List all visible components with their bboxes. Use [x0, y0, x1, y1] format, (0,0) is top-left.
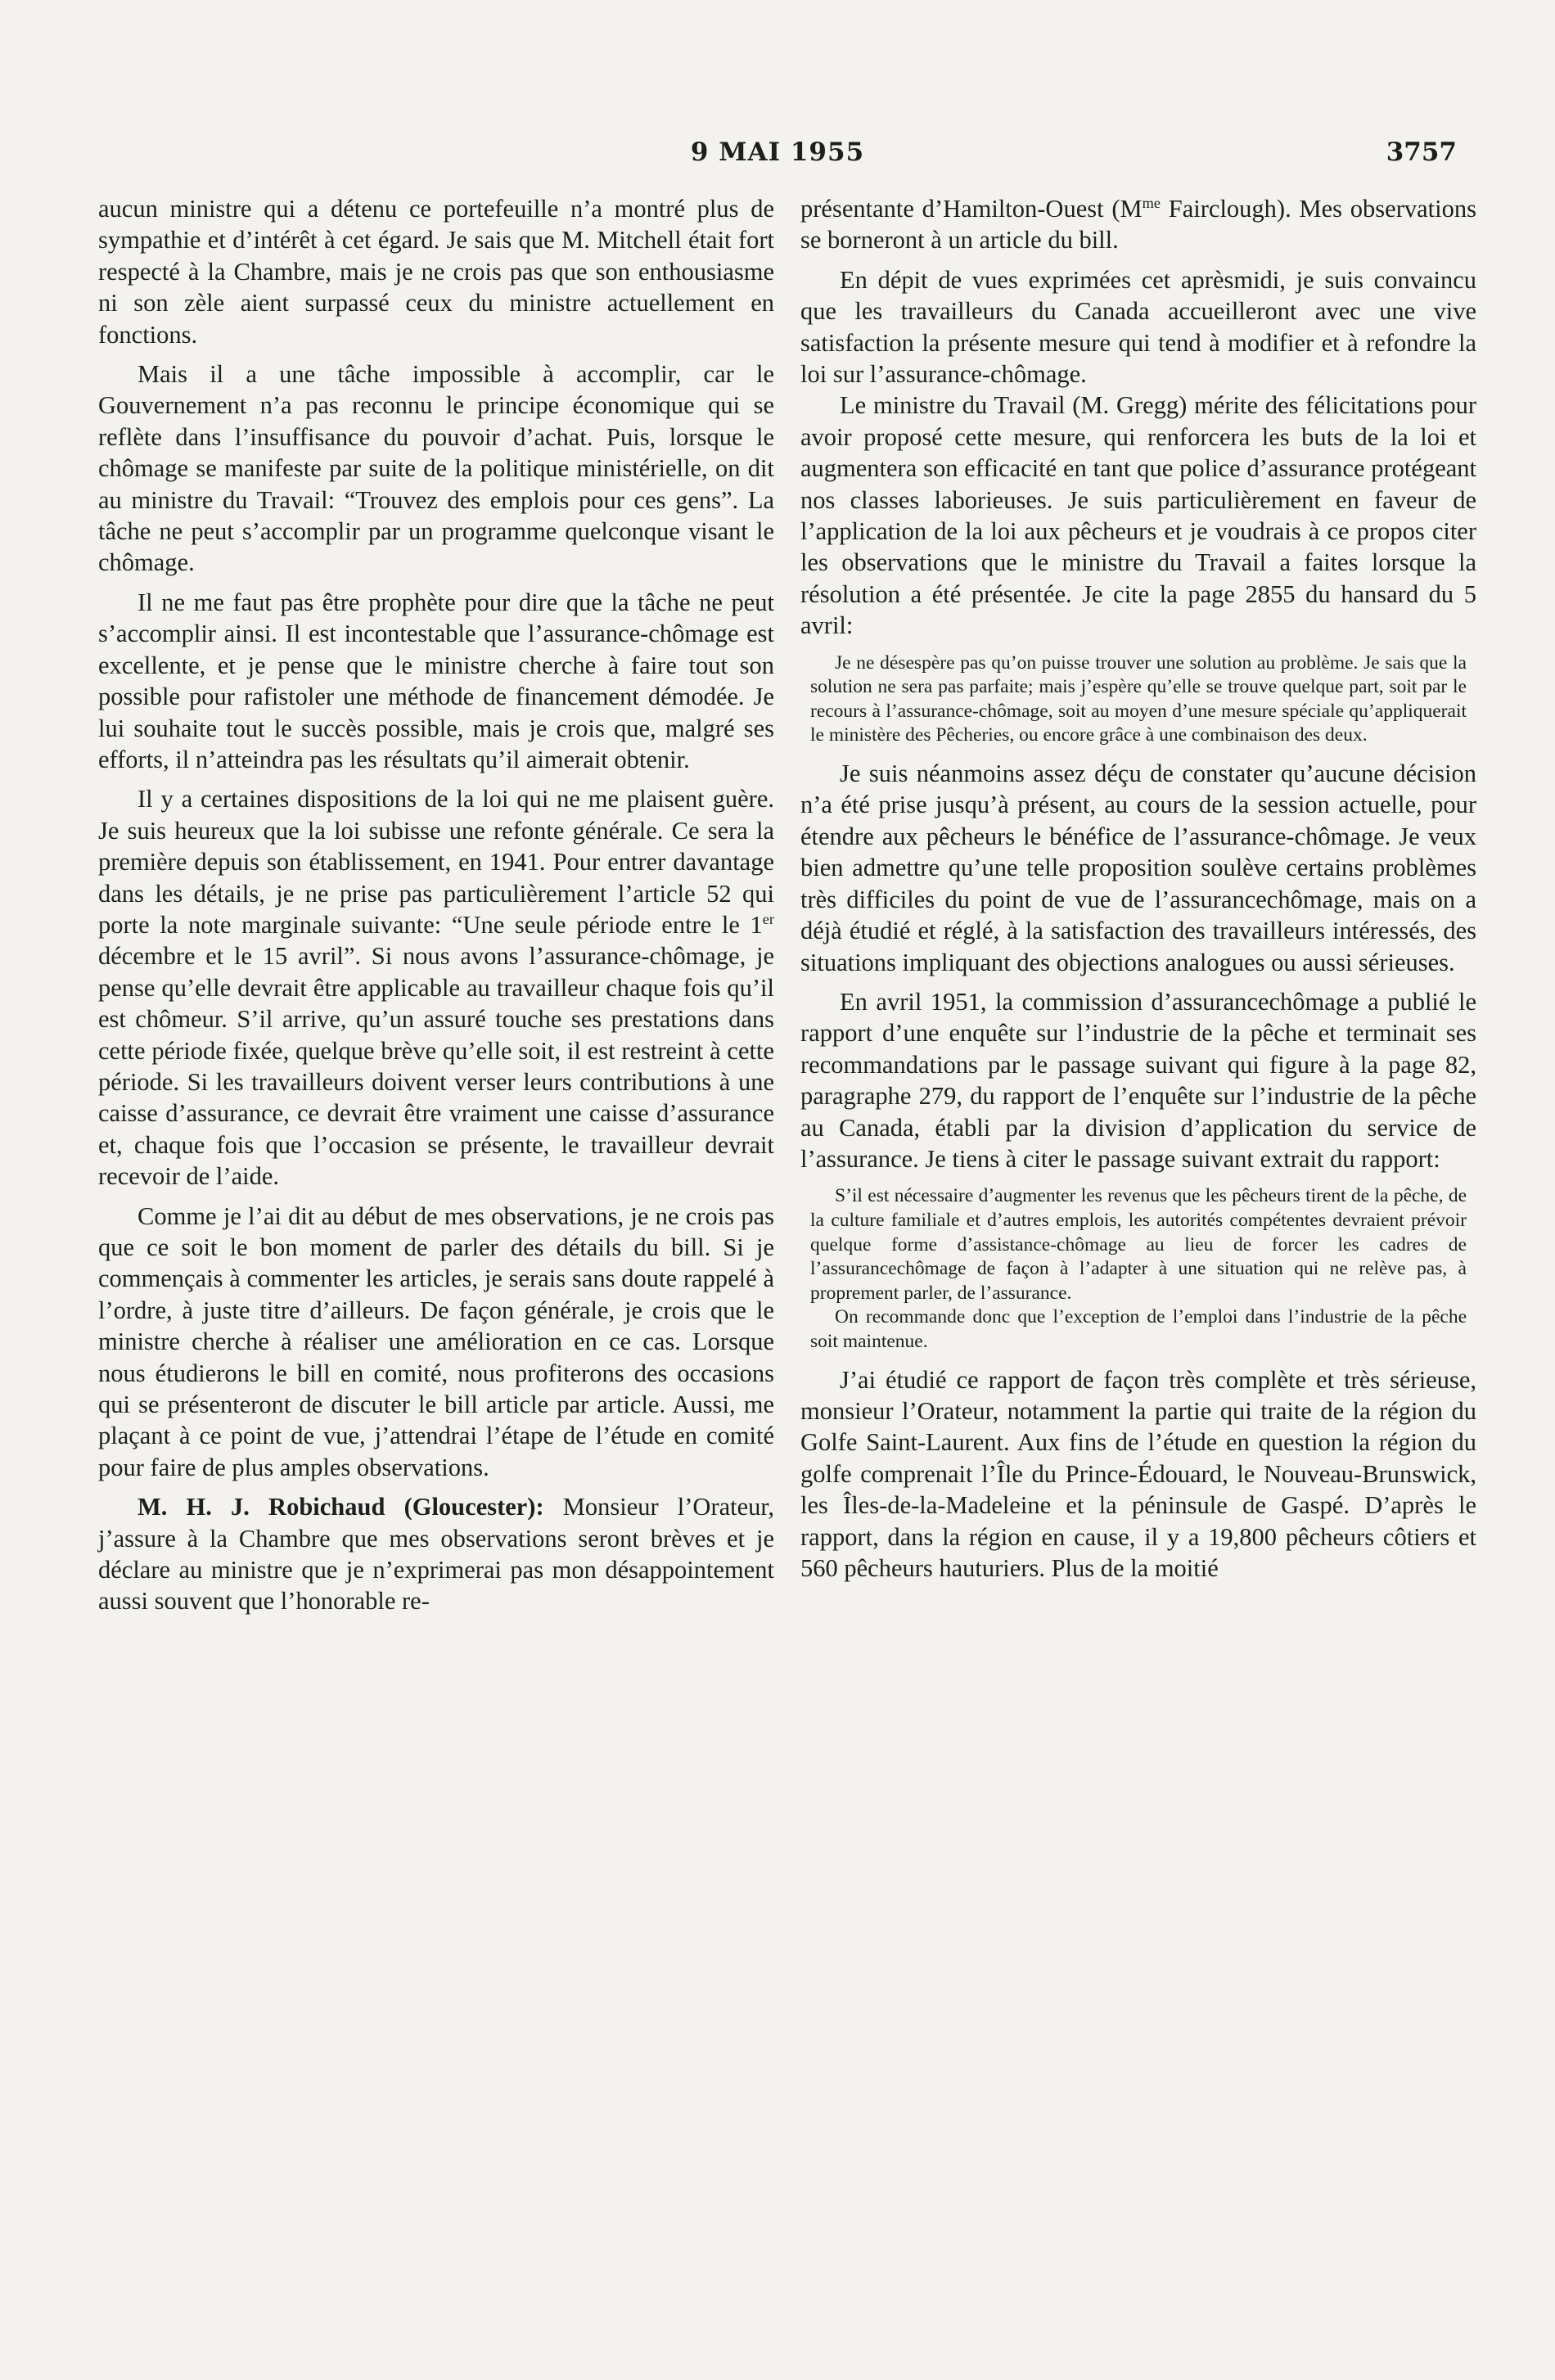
paragraph: En dépit de vues exprimées cet aprèsmidi, je suis convaincu que les travailleurs du Canada accueilleront avec une vive satisfaction la présente mesure qui tend à modifier et à refondre la loi sur l’assurance-chômage. [800, 265, 1476, 389]
header-date: 9 MAI 1955 [690, 137, 865, 167]
block-quote [800, 651, 1476, 748]
quote-text: Je ne désespère pas qu’on puisse trouver une solution au problème. Je sais que la solution ne sera pas parfaite; mais j’espère qu’elle se trouve quelque part, soit par le recours à l’assurance-chômage, soit au moyen d’une mesure spéciale qu’appliquerait le ministère des Pêcheries, ou encore grâce à une combinaison des deux. [810, 651, 1467, 746]
paragraph: Le ministre du Travail (M. Gregg) mérite des félicitations pour avoir proposé cette mesure, qui renforcera les buts de la loi et augmentera son efficacité en tant que police d’assurance protégeant nos classes laborieuses. Je suis particulièrement en faveur de l’application de la loi aux pêcheurs et je voudrais à ce propos citer les observations que le ministre du Travail a faites lorsque la résolution a été présentée. Je cite la page 2855 du hansard du 5 avril: [800, 391, 1476, 640]
page-number: 3757 [1386, 137, 1457, 167]
paragraph: Comme je l’ai dit au début de mes observations, je ne crois pas que ce soit le bon moment de parler des détails du bill. Si je commençais à commenter les articles, je serais sans doute rappelé à l’ordre, à juste titre d’ailleurs. De façon générale, je crois que le ministre cherche à réaliser une amélioration en ce cas. Lorsque nous étudierons le bill en comité, nous profiterons des occasions qui se présenteront de discuter le bill article par article. Aussi, me plaçant à ce point de vue, j’attendrai l’étape de l’étude en comité pour faire de plus amples observations. [98, 1201, 774, 1481]
paragraph [800, 193, 1476, 256]
paragraph: J’ai étudié ce rapport de façon très complète et très sérieuse, monsieur l’Orateur, notamment la partie qui traite de la région du Golfe Saint-Laurent. Aux fins de l’étude en question la région du golfe comprenait l’Île du Prince-Édouard, le Nouveau-Brunswick, les Îles-de-la-Madeleine et la péninsule de Gaspé. D’après le rapport, dans la région en cause, il y a 19,800 pêcheurs côtiers et 560 pêcheurs hauturiers. Plus de la moitié [800, 1365, 1476, 1582]
paragraph-text: Il y a certaines dispositions de la loi qui ne me plaisent guère. Je suis heureux que la loi subisse une refonte générale. Ce sera la première depuis son établissement, en 1941. Pour entrer davantage dans les détails, je ne prise pas particulièrement l’article 52 qui porte la note marginale suivante: “Une seule période entre le 1 [98, 785, 774, 939]
quote-text: On recommande donc que l’exception de l’emploi dans l’industrie de la pêche soit maintenue. [810, 1306, 1467, 1352]
paragraph-text: présentante d’Hamilton-Ouest (M [800, 195, 1143, 223]
superscript: me [1142, 194, 1161, 211]
quote-text: S’il est nécessaire d’augmenter les revenus que les pêcheurs tirent de la pêche, de la culture familiale et d’autres emplois, les autorités compétentes devraient prévoir quelque forme d’assistance-chômage au lieu de forcer les cadres de l’assurancechômage de façon à l’adapter à une situation qui ne relève pas, à proprement parler, de l’assurance. [810, 1185, 1467, 1304]
paragraph [98, 783, 774, 1192]
page-header [98, 137, 1457, 178]
paragraph: En avril 1951, la commission d’assurancechômage a publié le rapport d’une enquête sur l’industrie de la pêche et terminait ses recommandations par le passage suivant qui figure à la page 82, paragraphe 279, du rapport de l’enquête sur l’industrie de la pêche au Canada, établi par la division d’application du service de l’assurance. Je tiens à citer le passage suivant extrait du rapport: [800, 987, 1476, 1173]
paragraph: Il ne me faut pas être prophète pour dire que la tâche ne peut s’accomplir ainsi. Il est incontestable que l’assurance-chômage est excellente, et je pense que le ministre cherche à faire tout son possible pour rafistoler une méthode de financement démodée. Je lui souhaite tout le succès possible, mais je crois que, malgré ses efforts, il n’atteindra pas les résultats qu’il aimerait obtenir. [98, 588, 774, 773]
paragraph: Je suis néanmoins assez déçu de constater qu’aucune décision n’a été prise jusqu’à présent, au cours de la session actuelle, pour étendre aux pêcheurs le bénéfice de l’assurance-chômage. Je veux bien admettre qu’une telle proposition soulève certains problèmes très difficiles du point de vue de l’assurancechômage, mais on a déjà étudié et réglé, à la satisfaction des travailleurs intéressés, des situations impliquant des objections analogues ou aussi sérieuses. [800, 760, 1476, 976]
superscript: er [762, 910, 774, 927]
paragraph-text: Fairclough). Mes observations se borneront à un article du bill. [800, 195, 1476, 255]
paragraph: aucun ministre qui a détenu ce portefeuille n’a montré plus de sympathie et d’intérêt à cet égard. Je sais que M. Mitchell était fort respecté à la Chambre, mais je ne crois pas que son enthousiasme ni son zèle aient surpassé ceux du ministre actuellement en fonctions. [98, 195, 774, 349]
right-column [800, 193, 1476, 1584]
speech-paragraph [98, 1491, 774, 1617]
paragraph-text: Monsieur l’Orateur, j’assure à la Chambre que mes observations seront brèves et je déclare au ministre que je n’exprimerai pas mon désappointement aussi souvent que l’honorable re- [98, 1493, 774, 1616]
speaker-name: M. H. J. Robichaud (Gloucester): [137, 1493, 544, 1521]
paragraph-text: décembre et le 15 avril”. Si nous avons l’assurance-chômage, je pense qu’elle devrait être applicable au travailleur chaque fois qu’il est chômeur. S’il arrive, qu’un assuré touche ses prestations dans cette période fixée, quelque brève qu’elle soit, il est restreint à cette période. Si les travailleurs doivent verser leurs contributions à une caisse d’assurance, ce devrait être vraiment une caisse d’assurance et, chaque fois que l’occasion se présente, le travailleur devrait recevoir de l’aide. [98, 942, 774, 1191]
block-quote [800, 1184, 1476, 1354]
left-column [98, 193, 774, 1617]
paragraph: Mais il a une tâche impossible à accomplir, car le Gouvernement n’a pas reconnu le principe économique qui se reflète dans l’insuffisance du pouvoir d’achat. Puis, lorsque le chômage se manifeste par suite de la politique ministérielle, on dit au ministre du Travail: “Trouvez des emplois pour ces gens”. La tâche ne peut s’accomplir par un programme quelconque visant le chômage. [98, 360, 774, 577]
